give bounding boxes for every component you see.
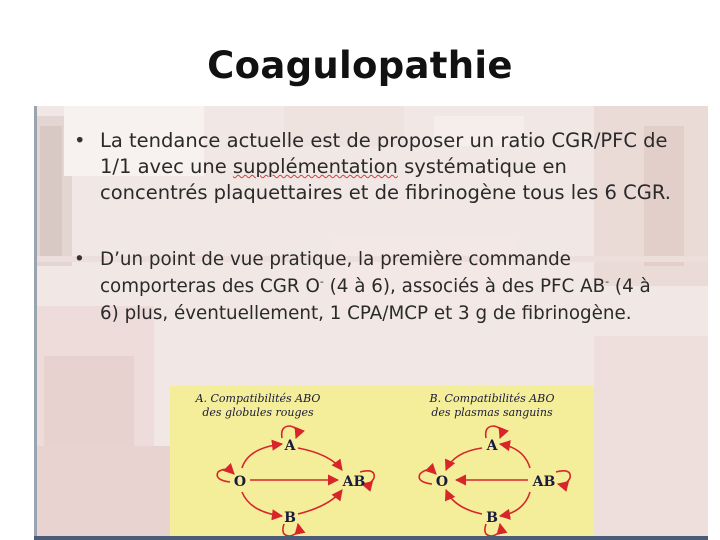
panel-a-node-b: B [284,510,296,526]
panel-b-node-b: B [486,510,498,526]
abo-compatibility-diagram [170,386,594,540]
photo-left-edge [34,106,37,540]
photo-bottom-edge [34,536,708,540]
panel-a-title-line2: des globules rouges [202,406,314,419]
panel-a-title-line1: A. Compatibilités ABO [195,392,321,405]
bullet-2-sup2: - [605,274,610,288]
panel-b-title-line2: des plasmas sanguins [431,406,553,419]
bullet-2-sup1: - [319,274,324,288]
bullet-2-text-part1: D’un point de vue pratique, la première commande comporteras des CGR O [100,249,571,297]
slide-title: Coagulopathie [207,44,513,87]
panel-a-node-a: A [284,438,296,454]
bullet-2 [72,246,672,327]
panel-b-node-a: A [486,438,498,454]
panel-b-title-line1: B. Compatibilités ABO [429,392,555,405]
bullet-1-text-part2: systématique en concentrés plaquettaires et de fibrinogène tous les 6 CGR. [100,155,671,204]
bullet-list [72,128,672,327]
bullet-1 [72,128,672,206]
bullet-1-spellcheck-word: supplémentation [232,155,398,178]
bullet-2-text-part2: (4 à 6), associés à des PFC AB [323,276,606,297]
panel-a-node-ab: AB [342,474,366,490]
bullet-2-text-part3: (4 à 6) plus, éventuellement, 1 CPA/MCP et 3 g de fibrinogène. [100,276,651,324]
panel-a-node-o: O [233,474,247,490]
abo-diagram-svg [170,386,594,540]
panel-b-node-o: O [435,474,449,490]
background-photo [34,106,708,540]
panel-b-node-ab: AB [532,474,556,490]
bullet-1-text-part1: La tendance actuelle est de proposer un ratio CGR/PFC de 1/1 avec une [100,129,668,178]
